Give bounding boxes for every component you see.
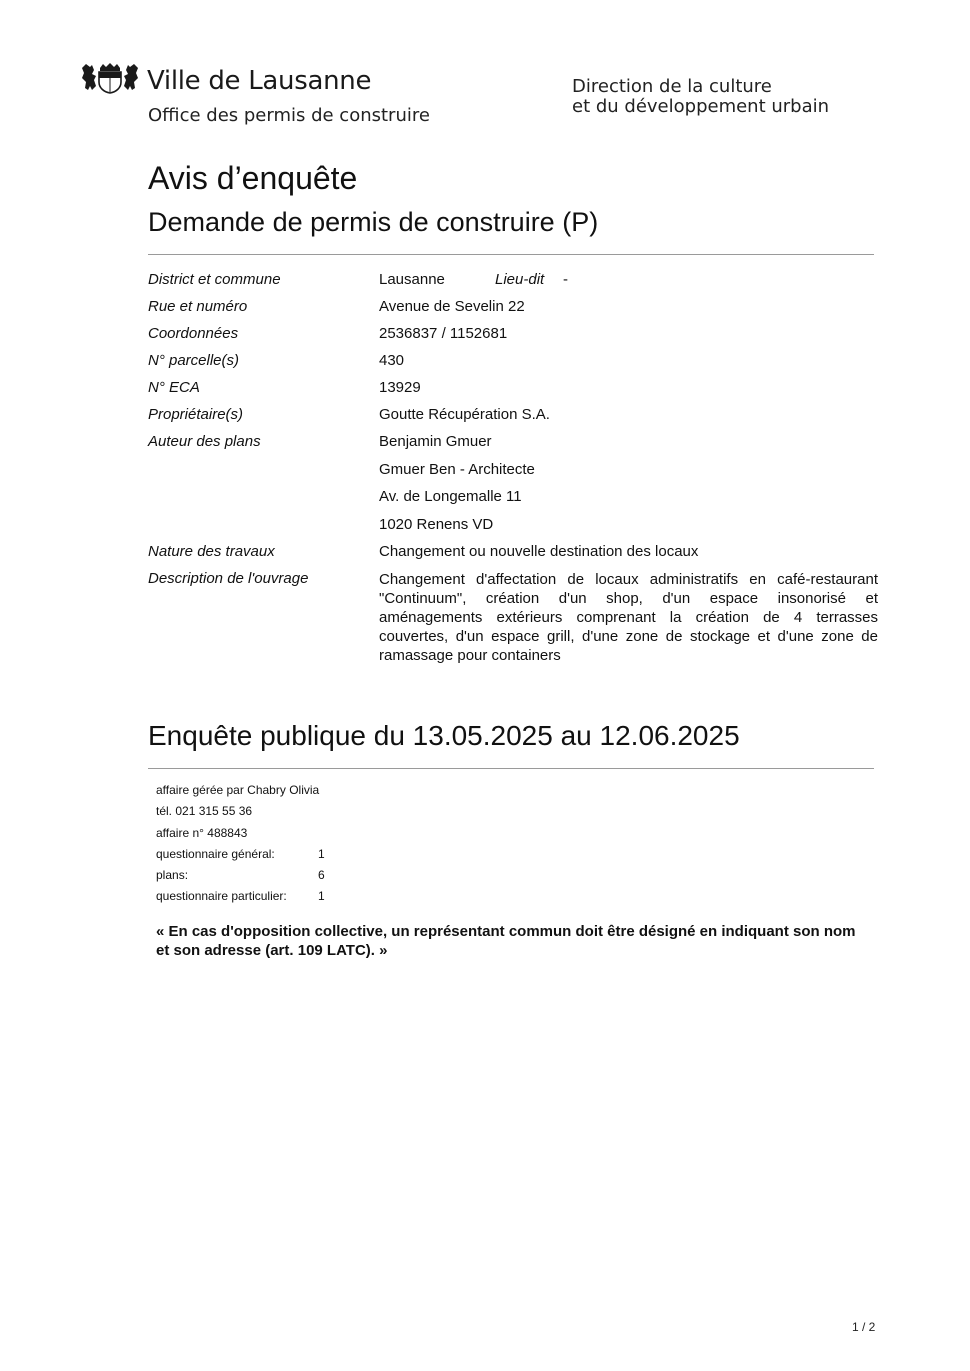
divider — [148, 768, 874, 769]
questionnaire-particulier-label: questionnaire particulier: — [156, 889, 287, 903]
parcelle-value: 430 — [379, 352, 405, 369]
opposition-notice: « En cas d'opposition collective, un représentant commun doit être désigné en indiquant son nom et son adresse (art. 109 LATC). » — [156, 923, 856, 959]
description-label: Description de l'ouvrage — [148, 570, 309, 587]
affaire-number: affaire n° 488843 — [156, 826, 248, 840]
lieu-dit-value: - — [563, 271, 568, 288]
lausanne-lions-crest-icon — [80, 62, 140, 94]
enquete-title: Enquête publique du 13.05.2025 au 12.06.2025 — [148, 720, 740, 751]
district-label: District et commune — [148, 271, 281, 288]
org-name: Ville de Lausanne — [147, 66, 372, 96]
questionnaire-general-label: questionnaire général: — [156, 847, 275, 861]
nature-value: Changement ou nouvelle destination des locaux — [379, 543, 699, 560]
proprietaire-label: Propriétaire(s) — [148, 406, 244, 423]
rue-label: Rue et numéro — [148, 298, 248, 315]
parcelle-label: N° parcelle(s) — [148, 352, 240, 369]
auteur-label: Auteur des plans — [148, 433, 261, 450]
page-title: Avis d’enquête — [148, 160, 358, 196]
page-subtitle: Demande de permis de construire (P) — [148, 207, 599, 237]
page-number: 1 / 2 — [852, 1320, 876, 1334]
lieu-dit-label: Lieu-dit — [495, 271, 545, 288]
direction-line-1: Direction de la culture — [572, 76, 772, 97]
direction-line-2: et du développement urbain — [572, 96, 830, 117]
description-value: Changement d'affectation de locaux administratifs en café-restaurant "Continuum", création d'un shop, d'un espace insonorisé et aménagements extérieurs comprenant la création de 4 terrasses couvertes, d'un espace grill, d'une zone de stockage et d'une zone de ramassage pour containers — [379, 571, 878, 664]
auteur-line: 1020 Renens VD — [379, 516, 494, 533]
telephone: tél. 021 315 55 36 — [156, 804, 253, 818]
rue-value: Avenue de Sevelin 22 — [379, 298, 525, 315]
divider — [148, 254, 874, 255]
coordonnees-value: 2536837 / 1152681 — [379, 325, 508, 342]
org-office: Office des permis de construire — [148, 105, 430, 126]
auteur-line: Gmuer Ben - Architecte — [379, 461, 535, 478]
proprietaire-value: Goutte Récupération S.A. — [379, 406, 550, 423]
questionnaire-general-value: 1 — [318, 847, 325, 861]
district-value: Lausanne — [379, 271, 445, 288]
nature-label: Nature des travaux — [148, 543, 275, 560]
eca-label: N° ECA — [148, 379, 200, 396]
plans-label: plans: — [156, 868, 189, 882]
questionnaire-particulier-value: 1 — [318, 889, 325, 903]
auteur-line: Benjamin Gmuer — [379, 433, 492, 450]
geree-par: affaire gérée par Chabry Olivia — [156, 783, 320, 797]
auteur-line: Av. de Longemalle 11 — [379, 488, 522, 505]
plans-value: 6 — [318, 868, 325, 882]
coordonnees-label: Coordonnées — [148, 325, 239, 342]
eca-value: 13929 — [379, 379, 421, 396]
